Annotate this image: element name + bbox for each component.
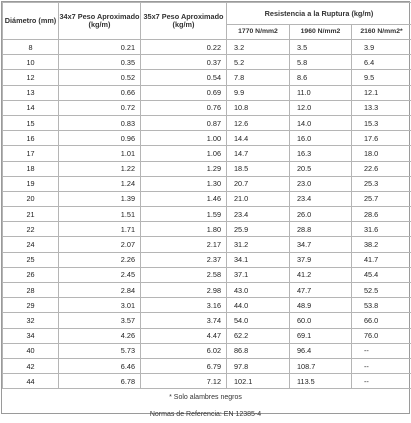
cell-2160: 9.5 (352, 70, 411, 85)
cell-1770: 14.4 (227, 131, 290, 146)
cell-34x7: 2.07 (59, 237, 141, 252)
cell-35x7: 1.80 (141, 222, 227, 237)
table-row (3, 161, 411, 176)
cell-1770: 20.7 (227, 176, 290, 191)
table-row (3, 237, 411, 252)
cell-35x7: 0.37 (141, 55, 227, 70)
cell-2160: 22.6 (352, 161, 411, 176)
cell-1960: 47.7 (290, 283, 352, 298)
header-2160: 2160 N/mm2* (352, 25, 411, 40)
cell-2160: 76.0 (352, 328, 411, 343)
cell-34x7: 1.71 (59, 222, 141, 237)
cell-diametro: 12 (3, 70, 59, 85)
note-normas: Normas de Referencia: EN 12385-4 (2, 406, 409, 423)
cell-1960: 11.0 (290, 85, 352, 100)
cell-1770: 62.2 (227, 328, 290, 343)
table-row (3, 146, 411, 161)
cell-34x7: 6.46 (59, 358, 141, 373)
cell-diametro: 40 (3, 343, 59, 358)
cell-35x7: 0.22 (141, 40, 227, 55)
cell-1960: 60.0 (290, 313, 352, 328)
cell-1770: 86.8 (227, 343, 290, 358)
cell-diametro: 28 (3, 283, 59, 298)
header-resistencia: Resistencia a la Ruptura (kg/m) (227, 3, 411, 25)
cell-2160: 28.6 (352, 207, 411, 222)
cell-35x7: 1.59 (141, 207, 227, 222)
table-row (3, 374, 411, 389)
cell-diametro: 10 (3, 55, 59, 70)
table-row (3, 267, 411, 282)
cell-35x7: 1.30 (141, 176, 227, 191)
cell-1770: 14.7 (227, 146, 290, 161)
cell-35x7: 3.74 (141, 313, 227, 328)
table-row (3, 85, 411, 100)
cell-34x7: 1.22 (59, 161, 141, 176)
table-row (3, 70, 411, 85)
cell-2160: 15.3 (352, 115, 411, 130)
cell-1770: 37.1 (227, 267, 290, 282)
cell-diametro: 13 (3, 85, 59, 100)
table-row (3, 100, 411, 115)
cell-1960: 41.2 (290, 267, 352, 282)
cell-2160: 31.6 (352, 222, 411, 237)
table-row (3, 191, 411, 206)
cell-34x7: 3.57 (59, 313, 141, 328)
note-solo-alambres: * Solo alambres negros (2, 389, 409, 406)
cell-35x7: 0.54 (141, 70, 227, 85)
cell-2160: 13.3 (352, 100, 411, 115)
cell-34x7: 0.66 (59, 85, 141, 100)
cell-34x7: 1.24 (59, 176, 141, 191)
cell-1960: 5.8 (290, 55, 352, 70)
table-row (3, 40, 411, 55)
cell-1960: 23.0 (290, 176, 352, 191)
cell-34x7: 0.96 (59, 131, 141, 146)
cell-35x7: 3.16 (141, 298, 227, 313)
cell-2160: 3.9 (352, 40, 411, 55)
cell-2160: 53.8 (352, 298, 411, 313)
cell-1770: 5.2 (227, 55, 290, 70)
cell-34x7: 3.01 (59, 298, 141, 313)
table-footer (2, 389, 409, 423)
cell-1770: 10.8 (227, 100, 290, 115)
cell-1770: 97.8 (227, 358, 290, 373)
cell-34x7: 0.83 (59, 115, 141, 130)
cell-1770: 7.8 (227, 70, 290, 85)
cell-2160: 41.7 (352, 252, 411, 267)
cell-1960: 69.1 (290, 328, 352, 343)
cell-1770: 43.0 (227, 283, 290, 298)
cell-35x7: 0.69 (141, 85, 227, 100)
header-row (3, 3, 411, 25)
cell-34x7: 6.78 (59, 374, 141, 389)
cell-1960: 34.7 (290, 237, 352, 252)
cell-35x7: 0.76 (141, 100, 227, 115)
cell-1960: 28.8 (290, 222, 352, 237)
cell-2160: 6.4 (352, 55, 411, 70)
table-row (3, 131, 411, 146)
cell-1960: 8.6 (290, 70, 352, 85)
wire-rope-spec-table (2, 2, 411, 389)
cell-diametro: 32 (3, 313, 59, 328)
cell-diametro: 24 (3, 237, 59, 252)
cell-diametro: 44 (3, 374, 59, 389)
cell-diametro: 15 (3, 115, 59, 130)
table-row (3, 343, 411, 358)
cell-2160: -- (352, 358, 411, 373)
cell-2160: 18.0 (352, 146, 411, 161)
cell-diametro: 19 (3, 176, 59, 191)
cell-diametro: 14 (3, 100, 59, 115)
specs-table-panel (1, 1, 410, 414)
header-34x7-peso: 34x7 Peso Aproximado (kg/m) (59, 3, 141, 40)
cell-diametro: 34 (3, 328, 59, 343)
cell-1770: 54.0 (227, 313, 290, 328)
cell-34x7: 4.26 (59, 328, 141, 343)
table-row (3, 115, 411, 130)
cell-34x7: 0.72 (59, 100, 141, 115)
cell-1770: 12.6 (227, 115, 290, 130)
cell-34x7: 0.21 (59, 40, 141, 55)
cell-diametro: 29 (3, 298, 59, 313)
cell-diametro: 25 (3, 252, 59, 267)
cell-1960: 14.0 (290, 115, 352, 130)
table-row (3, 358, 411, 373)
table-row (3, 313, 411, 328)
cell-diametro: 42 (3, 358, 59, 373)
cell-1770: 31.2 (227, 237, 290, 252)
cell-1770: 25.9 (227, 222, 290, 237)
cell-1960: 3.5 (290, 40, 352, 55)
cell-diametro: 18 (3, 161, 59, 176)
cell-35x7: 2.17 (141, 237, 227, 252)
cell-1770: 34.1 (227, 252, 290, 267)
cell-1960: 108.7 (290, 358, 352, 373)
cell-34x7: 2.84 (59, 283, 141, 298)
cell-1960: 37.9 (290, 252, 352, 267)
cell-35x7: 4.47 (141, 328, 227, 343)
table-row (3, 55, 411, 70)
cell-35x7: 6.79 (141, 358, 227, 373)
header-35x7-peso: 35x7 Peso Aproximado (kg/m) (141, 3, 227, 40)
cell-diametro: 20 (3, 191, 59, 206)
cell-35x7: 1.06 (141, 146, 227, 161)
cell-2160: 25.7 (352, 191, 411, 206)
cell-2160: -- (352, 374, 411, 389)
cell-1960: 20.5 (290, 161, 352, 176)
table-row (3, 222, 411, 237)
cell-34x7: 0.52 (59, 70, 141, 85)
cell-35x7: 6.02 (141, 343, 227, 358)
cell-1770: 23.4 (227, 207, 290, 222)
cell-diametro: 8 (3, 40, 59, 55)
cell-1770: 102.1 (227, 374, 290, 389)
cell-diametro: 16 (3, 131, 59, 146)
cell-2160: 17.6 (352, 131, 411, 146)
cell-1960: 113.5 (290, 374, 352, 389)
header-1770: 1770 N/mm2 (227, 25, 290, 40)
cell-1960: 26.0 (290, 207, 352, 222)
table-row (3, 283, 411, 298)
cell-1960: 48.9 (290, 298, 352, 313)
cell-diametro: 22 (3, 222, 59, 237)
table-row (3, 252, 411, 267)
cell-34x7: 2.26 (59, 252, 141, 267)
cell-2160: 25.3 (352, 176, 411, 191)
cell-1770: 44.0 (227, 298, 290, 313)
table-row (3, 298, 411, 313)
cell-1770: 9.9 (227, 85, 290, 100)
cell-34x7: 1.39 (59, 191, 141, 206)
cell-35x7: 1.00 (141, 131, 227, 146)
cell-1960: 16.0 (290, 131, 352, 146)
table-body (3, 40, 411, 389)
cell-1770: 21.0 (227, 191, 290, 206)
cell-2160: 45.4 (352, 267, 411, 282)
cell-1960: 96.4 (290, 343, 352, 358)
cell-35x7: 2.37 (141, 252, 227, 267)
cell-35x7: 2.58 (141, 267, 227, 282)
cell-2160: -- (352, 343, 411, 358)
cell-1770: 18.5 (227, 161, 290, 176)
cell-diametro: 21 (3, 207, 59, 222)
cell-2160: 66.0 (352, 313, 411, 328)
cell-1770: 3.2 (227, 40, 290, 55)
table-row (3, 207, 411, 222)
cell-1960: 12.0 (290, 100, 352, 115)
cell-2160: 52.5 (352, 283, 411, 298)
cell-diametro: 26 (3, 267, 59, 282)
cell-34x7: 2.45 (59, 267, 141, 282)
table-row (3, 176, 411, 191)
cell-1960: 16.3 (290, 146, 352, 161)
cell-34x7: 5.73 (59, 343, 141, 358)
cell-34x7: 1.51 (59, 207, 141, 222)
header-1960: 1960 N/mm2 (290, 25, 352, 40)
cell-35x7: 7.12 (141, 374, 227, 389)
cell-2160: 38.2 (352, 237, 411, 252)
cell-diametro: 17 (3, 146, 59, 161)
cell-35x7: 0.87 (141, 115, 227, 130)
header-diametro: Diámetro (mm) (3, 3, 59, 40)
cell-34x7: 1.01 (59, 146, 141, 161)
table-row (3, 328, 411, 343)
cell-1960: 23.4 (290, 191, 352, 206)
cell-35x7: 1.46 (141, 191, 227, 206)
cell-35x7: 1.29 (141, 161, 227, 176)
cell-34x7: 0.35 (59, 55, 141, 70)
cell-2160: 12.1 (352, 85, 411, 100)
cell-35x7: 2.98 (141, 283, 227, 298)
